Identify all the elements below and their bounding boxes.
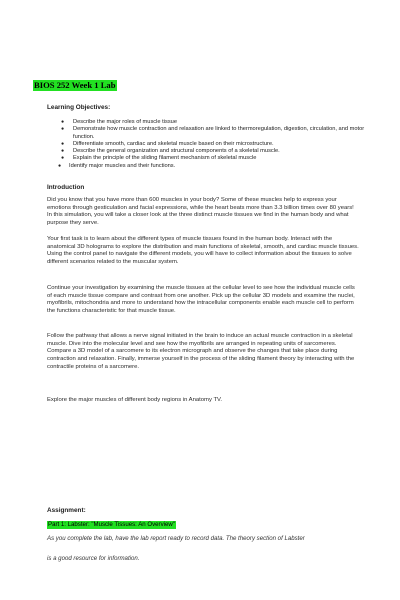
intro-paragraph-4: Follow the pathway that allows a nerve signal initiated in the brain to induce an actual muscle contraction in a skeletal muscle. Dive into the molecular level and see how the myofibrils are arranged in repeating units of sarcomeres. Compare a 3D model of a sarcomere to its electron micrograph and observe the changes that take place during contraction and relaxation. Finally, immerse yourself in the process of the sliding filament theory by interacting with the contractile proteins of a sarcomere. — [47, 333, 355, 370]
bullet-icon: ● — [61, 148, 65, 155]
intro-paragraph-1: Did you know that you have more than 600 muscles in your body? Some of these muscles help to express your emotions through gesticulation and facial expressions, while the heart beats more than 3.3 billion times over 80 years! In this simulation, you will take a closer look at the three distinct muscle tissues we find in the human body and what purpose they serve. — [47, 197, 354, 227]
list-item — [47, 163, 367, 170]
list-item — [47, 126, 367, 141]
objective-text: Differentiate smooth, cardiac and skeletal muscle based on their microstructure. — [73, 140, 274, 147]
intro-paragraph-3: Continue your investigation by examining the muscle tissues at the cellular level to see how the individual muscle cells of each muscle tissue compare and contrast from one another. Pick up the cellular 3D models and examine the nuclei, myofibrils, mitochondria and more to understand how the intracellular components enable each muscle cell to perform the functions characteristic for that muscle tissue. — [47, 285, 355, 315]
objective-text: Describe the general organization and structural components of a skeletal muscle. — [73, 148, 280, 155]
list-item — [47, 141, 367, 148]
objective-text: Demonstrate how muscle contraction and relaxation are linked to thermoregulation, digestion, circulation, and motor function. — [73, 126, 365, 140]
part-1-highlight: Part 1: Labster: "Muscle Tissues: An Overview" — [48, 521, 175, 528]
intro-paragraph-2: Your first task is to learn about the different types of muscle tissues found in the human body. Interact with the anatomical 3D holograms to explore the distribution and main functions of skeletal, smooth, and cardiac muscle tissues. Using the control panel to navigate the different models, you will have to collect information about the tissues to solve different scenarios related to the muscular system. — [47, 236, 359, 266]
objective-text: Explain the principle of the sliding filament mechanism of skeletal muscle — [73, 155, 257, 162]
document-title: BIOS 252 Week 1 Lab — [34, 80, 116, 90]
bullet-icon: ● — [61, 126, 65, 133]
bullet-icon: ● — [61, 155, 65, 162]
list-item — [47, 155, 367, 162]
learning-objectives-heading: Learning Objectives: — [47, 104, 111, 111]
objective-text: Describe the major roles of muscle tissue — [73, 119, 177, 125]
bullet-icon: ● — [61, 140, 65, 147]
objectives-list — [47, 119, 367, 170]
objective-text: Identify major muscles and their functions. — [69, 162, 176, 169]
introduction-heading: Introduction — [47, 184, 85, 191]
intro-paragraph-5: Explore the major muscles of different body regions in Anatomy TV. — [47, 397, 223, 403]
assignment-heading: Assignment: — [47, 507, 86, 514]
assignment-note-line-1: As you complete the lab, have the lab report ready to record data. The theory section of Labster — [47, 535, 305, 542]
assignment-note-line-2: is a good resource for information. — [47, 555, 140, 562]
list-item — [47, 148, 367, 155]
list-item — [47, 119, 367, 126]
bullet-icon: ● — [58, 162, 62, 169]
bullet-icon: ● — [61, 119, 65, 125]
